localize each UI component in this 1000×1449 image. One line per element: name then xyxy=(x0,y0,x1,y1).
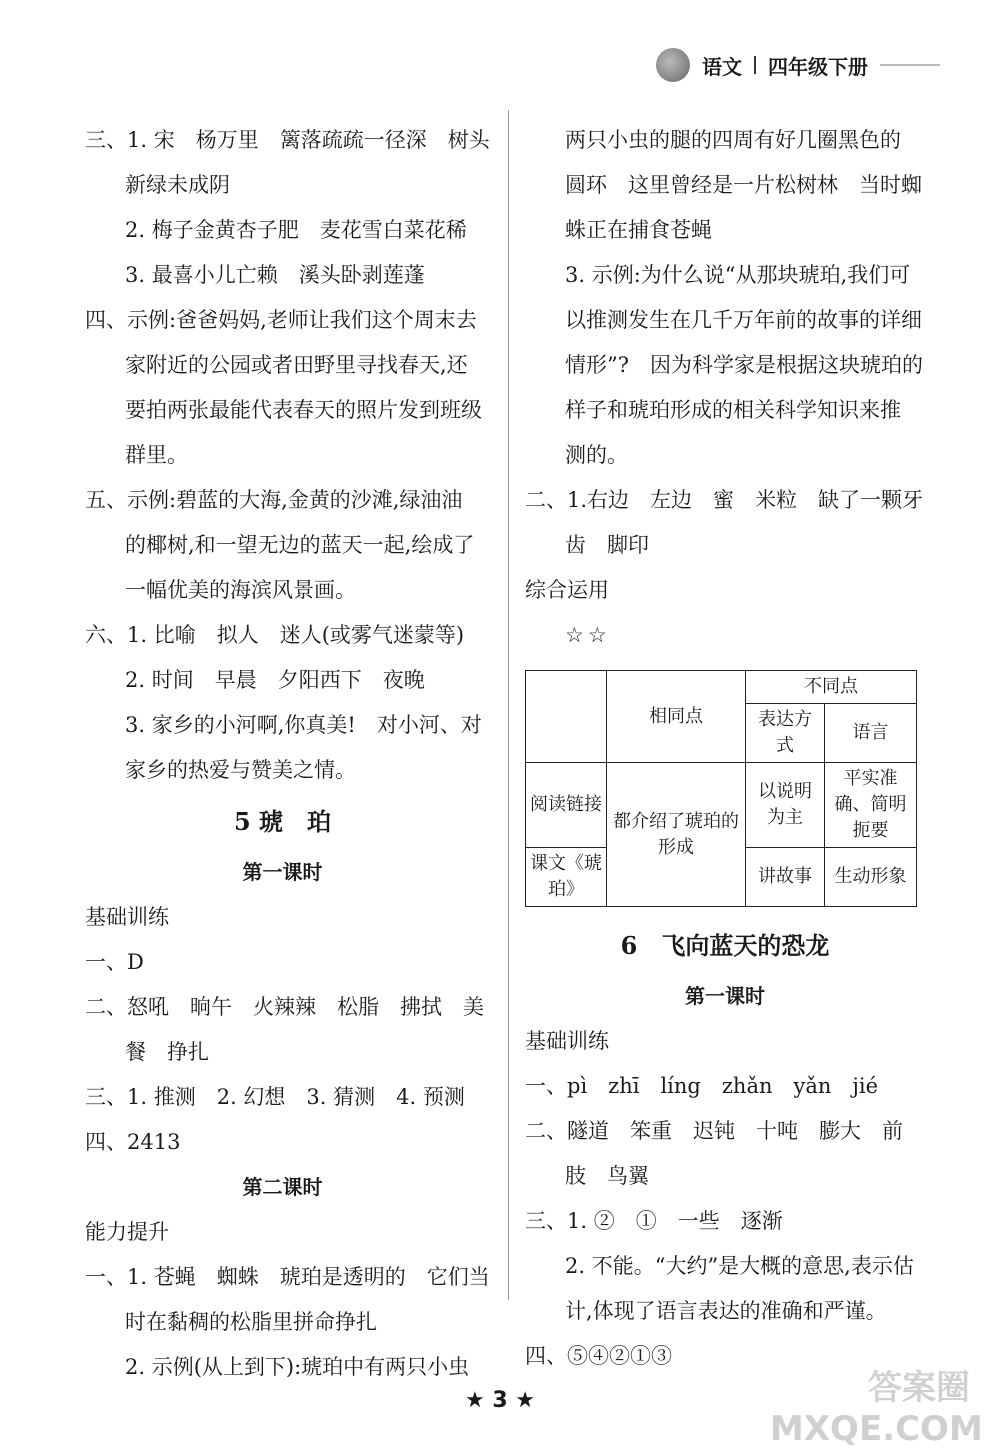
cell-r2-language: 生动形象 xyxy=(825,848,917,907)
answer-line: 四、⑤④②①③ xyxy=(525,1344,672,1368)
column-divider xyxy=(508,110,509,1300)
answer-line: 3. 最喜小儿亡赖 溪头卧剥莲蓬 xyxy=(125,263,425,287)
answer-line: 家附近的公园或者田野里寻找春天,还 xyxy=(125,353,468,377)
left-answers-part1 xyxy=(85,118,490,793)
left-column xyxy=(85,118,490,1390)
cell-r2-expression: 讲故事 xyxy=(746,848,825,907)
answer-line: 2. 示例(从上到下):琥珀中有两只小虫 xyxy=(125,1355,470,1379)
row-label-text: 课文《琥珀》 xyxy=(526,848,607,907)
answer-line: 三、1. 宋 杨万里 篱落疏疏一径深 树头 xyxy=(85,128,490,152)
header-divider xyxy=(754,56,756,74)
session-1-heading-r: 第一课时 xyxy=(685,984,765,1008)
answer-line: 群里。 xyxy=(125,443,188,467)
answer-line: 一、1. 苍蝇 蜘蛛 琥珀是透明的 它们当 xyxy=(85,1265,490,1289)
answer-line: 计,体现了语言表达的准确和严谨。 xyxy=(565,1299,887,1323)
header-diff: 不同点 xyxy=(746,671,917,704)
right-answers-part2 xyxy=(525,1064,925,1379)
watermark: 答案圈 MXQE.COM xyxy=(770,1368,983,1449)
right-column xyxy=(525,118,925,1379)
lesson-6-title: 6 飞向蓝天的恐龙 xyxy=(620,931,830,960)
cell-r1-language: 平实准确、简明扼要 xyxy=(825,763,917,848)
cell-r1-expression: 以说明为主 xyxy=(746,763,825,848)
answer-line: 情形”? 因为科学家是根据这块琥珀的 xyxy=(565,353,923,377)
answer-line: 2. 时间 早晨 夕阳西下 夜晚 xyxy=(125,668,425,692)
session-1-heading: 第一课时 xyxy=(242,860,323,884)
answer-line: 以推测发生在几千万年前的故事的详细 xyxy=(565,308,922,332)
answer-line: 肢 鸟翼 xyxy=(565,1164,649,1188)
book-logo-icon xyxy=(656,48,690,82)
answer-line: 齿 脚印 xyxy=(565,533,649,557)
answer-line: 四、示例:爸爸妈妈,老师让我们这个周末去 xyxy=(85,308,477,332)
comparison-table xyxy=(525,670,917,907)
answer-line: 2. 不能。“大约”是大概的意思,表示估 xyxy=(565,1254,914,1278)
answer-line: 两只小虫的腿的四周有好几圈黑色的 xyxy=(565,128,901,152)
answer-line: 六、1. 比喻 拟人 迷人(或雾气迷蒙等) xyxy=(85,623,465,647)
answer-line: 蛛正在捕食苍蝇 xyxy=(565,218,712,242)
section-basic-training: 基础训练 xyxy=(85,905,169,929)
header-language: 语言 xyxy=(825,704,917,763)
answer-line: 样子和琥珀形成的相关科学知识来推 xyxy=(565,398,901,422)
grade-label: 四年级下册 xyxy=(768,54,868,79)
answer-line: 要拍两张最能代表春天的照片发到班级 xyxy=(125,398,482,422)
answer-line: 餐 挣扎 xyxy=(125,1040,209,1064)
answer-line: 新绿未成阴 xyxy=(125,173,230,197)
answer-line: 一、pì zhī líng zhǎn yǎn jié xyxy=(525,1074,879,1098)
header-same: 相同点 xyxy=(607,671,746,763)
section-ability: 能力提升 xyxy=(85,1220,169,1244)
subject-label: 语文 xyxy=(702,54,742,79)
answer-line: 3. 家乡的小河啊,你真美! 对小河、对 xyxy=(125,713,482,737)
lesson-5-title: 5 琥 珀 xyxy=(233,807,332,836)
answer-line: 一幅优美的海滨风景画。 xyxy=(125,578,356,602)
session-2-heading: 第二课时 xyxy=(242,1175,323,1199)
answer-line: 三、1. ② ① 一些 逐渐 xyxy=(525,1209,783,1233)
section-basic-training-r: 基础训练 xyxy=(525,1029,609,1053)
answer-line: 家乡的热爱与赞美之情。 xyxy=(125,758,356,782)
answer-line: 二、怒吼 晌午 火辣辣 松脂 拂拭 美 xyxy=(85,995,484,1019)
cell-same: 都介绍了琥珀的形成 xyxy=(607,763,746,907)
left-answers-part2 xyxy=(85,940,484,1165)
answer-line: 3. 示例:为什么说“从那块琥珀,我们可 xyxy=(565,263,911,287)
answer-line: 测的。 xyxy=(565,443,628,467)
right-answers-part1 xyxy=(525,118,925,613)
answer-line: 2. 梅子金黄杏子肥 麦花雪白菜花稀 xyxy=(125,218,467,242)
table-corner xyxy=(526,671,607,763)
answer-line: 时在黏稠的松脂里拼命挣扎 xyxy=(125,1310,377,1334)
answer-line: 综合运用 xyxy=(525,578,609,602)
page-number: ★ 3 ★ xyxy=(464,1388,536,1413)
answer-line: 四、2413 xyxy=(85,1130,181,1154)
header-expression: 表达方式 xyxy=(746,704,825,763)
header-rule xyxy=(880,64,940,66)
difficulty-stars: ☆☆ xyxy=(565,623,611,647)
answer-line: 五、示例:碧蓝的大海,金黄的沙滩,绿油油 xyxy=(85,488,463,512)
left-answers-part3 xyxy=(85,1255,490,1390)
answer-line: 的椰树,和一望无边的蓝天一起,绘成了 xyxy=(125,533,475,557)
answer-line: 一、D xyxy=(85,950,144,974)
answer-line: 二、隧道 笨重 迟钝 十吨 膨大 前 xyxy=(525,1119,903,1143)
page-header xyxy=(656,48,940,82)
answer-line: 圆环 这里曾经是一片松树林 当时蜘 xyxy=(565,173,922,197)
answer-line: 二、1.右边 左边 蜜 米粒 缺了一颗牙 xyxy=(525,488,924,512)
answer-line: 三、1. 推测 2. 幻想 3. 猜测 4. 预测 xyxy=(85,1085,465,1109)
row-label-reading: 阅读链接 xyxy=(526,763,607,848)
